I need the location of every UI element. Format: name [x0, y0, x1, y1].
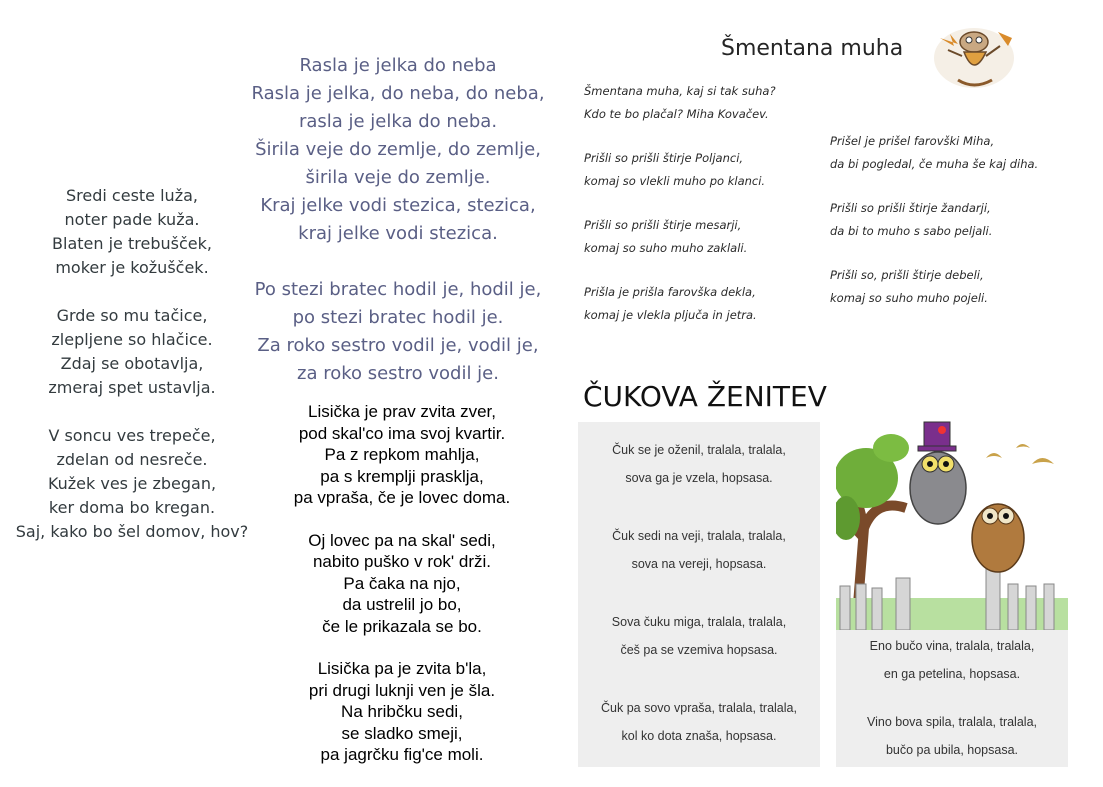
verse-line: komaj so suho muho zaklali.: [584, 240, 748, 255]
verse-line: kraj jelke vodi stezica.: [298, 223, 498, 244]
verse-line: Po stezi bratec hodil je, hodil je,: [254, 279, 542, 300]
verse-line: ker doma bo kregan.: [48, 498, 216, 517]
verse-line: V soncu ves trepeče,: [48, 426, 216, 445]
verse-line: moker je kožušček.: [55, 258, 209, 277]
verse-line: zmeraj spet ustavlja.: [48, 378, 216, 397]
verse-line: bučo pa ubila, hopsasa.: [885, 743, 1019, 757]
verse-line: da ustrelil jo bo,: [342, 595, 462, 614]
stanza: [262, 658, 542, 766]
verse-line: komaj so suho muho pojeli.: [830, 290, 988, 305]
cukova-zenitev-left-box: [578, 422, 820, 767]
verse-line: Sova čuku miga, tralala, tralala,: [611, 615, 787, 629]
fly-illustration: [928, 18, 1020, 92]
verse-line: pa s kremplji prasklja,: [320, 466, 484, 486]
verse-line: Zdaj se obotavlja,: [60, 354, 204, 373]
stanza: [830, 264, 1090, 309]
stanza: [12, 184, 252, 280]
verse-line: Prišel je prišel farovški Miha,: [830, 134, 995, 148]
verse-line: po stezi bratec hodil je.: [292, 307, 504, 328]
smentana-muha-right-column: [830, 130, 1090, 331]
verse-line: pa vpraša, če je lovec doma.: [293, 488, 511, 507]
stanza: [830, 197, 1090, 242]
stanza: [578, 436, 820, 492]
verse-line: en ga petelina, hopsasa.: [883, 667, 1021, 681]
stanza: [238, 52, 558, 248]
stanza: [584, 80, 824, 125]
smentana-muha-left-column: [584, 80, 824, 348]
cukova-zenitev-right-box: [836, 630, 1068, 767]
verse-line: Lisička pa je zvita b'la,: [317, 659, 487, 678]
poem-sredi-ceste-luza: [12, 184, 252, 544]
verse-line: za roko sestro vodil je.: [297, 363, 499, 384]
verse-line: noter pade kuža.: [64, 210, 200, 229]
verse-line: Eno bučo vina, tralala, tralala,: [869, 639, 1035, 653]
stanza: [578, 522, 820, 578]
stanza: [584, 214, 824, 259]
verse-line: Čuk pa sovo vpraša, tralala, tralala,: [601, 701, 797, 715]
verse-line: Čuk se je oženil, tralala, tralala,: [612, 443, 786, 457]
verse-line: se sladko smeji,: [341, 723, 463, 743]
verse-line: Saj, kako bo šel domov, hov?: [15, 522, 249, 541]
verse-line: Lisička je prav zvita zver,: [307, 402, 496, 421]
verse-line: rasla je jelka do neba.: [298, 111, 498, 132]
verse-line: da bi to muho s sabo peljali.: [830, 223, 993, 238]
verse-line: Sredi ceste luža,: [66, 186, 198, 205]
stanza: [836, 708, 1068, 764]
stanza: [584, 281, 824, 326]
poem-title-smentana-muha: Šmentana muha: [721, 36, 904, 61]
verse-line: Pa z repkom mahlja,: [324, 445, 480, 464]
verse-line: Prišli so prišli štirje Poljanci,: [584, 151, 744, 165]
verse-line: Čuk sedi na veji, tralala, tralala,: [612, 529, 786, 543]
verse-line: Prišla je prišla farovška dekla,: [584, 285, 756, 299]
stanza: [836, 632, 1068, 688]
verse-line: Rasla je jelka do neba: [299, 55, 497, 76]
verse-line: če le prikazala se bo.: [322, 616, 482, 636]
poem-title-cukova-zenitev: ČUKOVA ŽENITEV: [583, 380, 827, 413]
verse-line: Kužek ves je zbegan,: [47, 474, 217, 493]
verse-line: Šmentana muha, kaj si tak suha?: [584, 84, 776, 98]
verse-line: Kraj jelke vodi stezica, stezica,: [260, 195, 536, 216]
stanza: [262, 401, 542, 509]
verse-line: Pa čaka na njo,: [343, 573, 461, 593]
stanza: [262, 530, 542, 638]
verse-line: Rasla je jelka, do neba, do neba,: [251, 83, 545, 104]
verse-line: komaj so vlekli muho po klanci.: [584, 173, 766, 188]
verse-line: češ pa se vzemiva hopsasa.: [620, 643, 778, 657]
verse-line: zdelan od nesreče.: [56, 450, 208, 469]
stanza: [830, 130, 1090, 175]
verse-line: pod skal'co ima svoj kvartir.: [298, 423, 506, 443]
verse-line: pri drugi luknji ven je šla.: [308, 680, 496, 700]
stanza: [238, 276, 558, 388]
verse-line: Prišli so prišli štirje mesarji,: [584, 218, 742, 232]
verse-line: Širila veje do zemlje, do zemlje,: [255, 139, 541, 160]
verse-line: sova ga je vzela, hopsasa.: [625, 471, 773, 485]
verse-line: Vino bova spila, tralala, tralala,: [866, 715, 1037, 729]
verse-line: Za roko sestro vodil je, vodil je,: [257, 335, 539, 356]
stanza: [578, 694, 820, 750]
verse-line: pa jagrčku fig'ce moli.: [320, 745, 484, 764]
verse-line: Grde so mu tačice,: [56, 306, 208, 325]
verse-line: Blaten je trebušček,: [52, 234, 212, 253]
verse-line: Prišli so, prišli štirje debeli,: [830, 268, 984, 282]
verse-line: da bi pogledal, če muha še kaj diha.: [830, 156, 1039, 171]
stanza: [12, 424, 252, 544]
stanza: [584, 147, 824, 192]
verse-line: nabito puško v rok' drži.: [312, 552, 492, 571]
verse-line: komaj je vlekla pljuča in jetra.: [584, 307, 757, 322]
verse-line: kol ko dota znaša, hopsasa.: [621, 729, 777, 743]
verse-line: Prišli so prišli štirje žandarji,: [830, 201, 991, 215]
verse-line: sova na vereji, hopsasa.: [631, 557, 767, 571]
poem-rasla-je-jelka: [238, 52, 558, 388]
verse-line: Na hribčku sedi,: [341, 702, 463, 721]
verse-line: Kdo te bo plačal? Miha Kovačev.: [584, 106, 769, 121]
stanza: [578, 608, 820, 664]
poem-lisicka: [262, 401, 542, 766]
verse-line: širila veje do zemlje.: [305, 167, 491, 188]
stanza: [12, 304, 252, 400]
verse-line: Oj lovec pa na skal' sedi,: [308, 530, 496, 550]
owls-illustration: [836, 408, 1068, 630]
verse-line: zlepljene so hlačice.: [51, 330, 213, 349]
